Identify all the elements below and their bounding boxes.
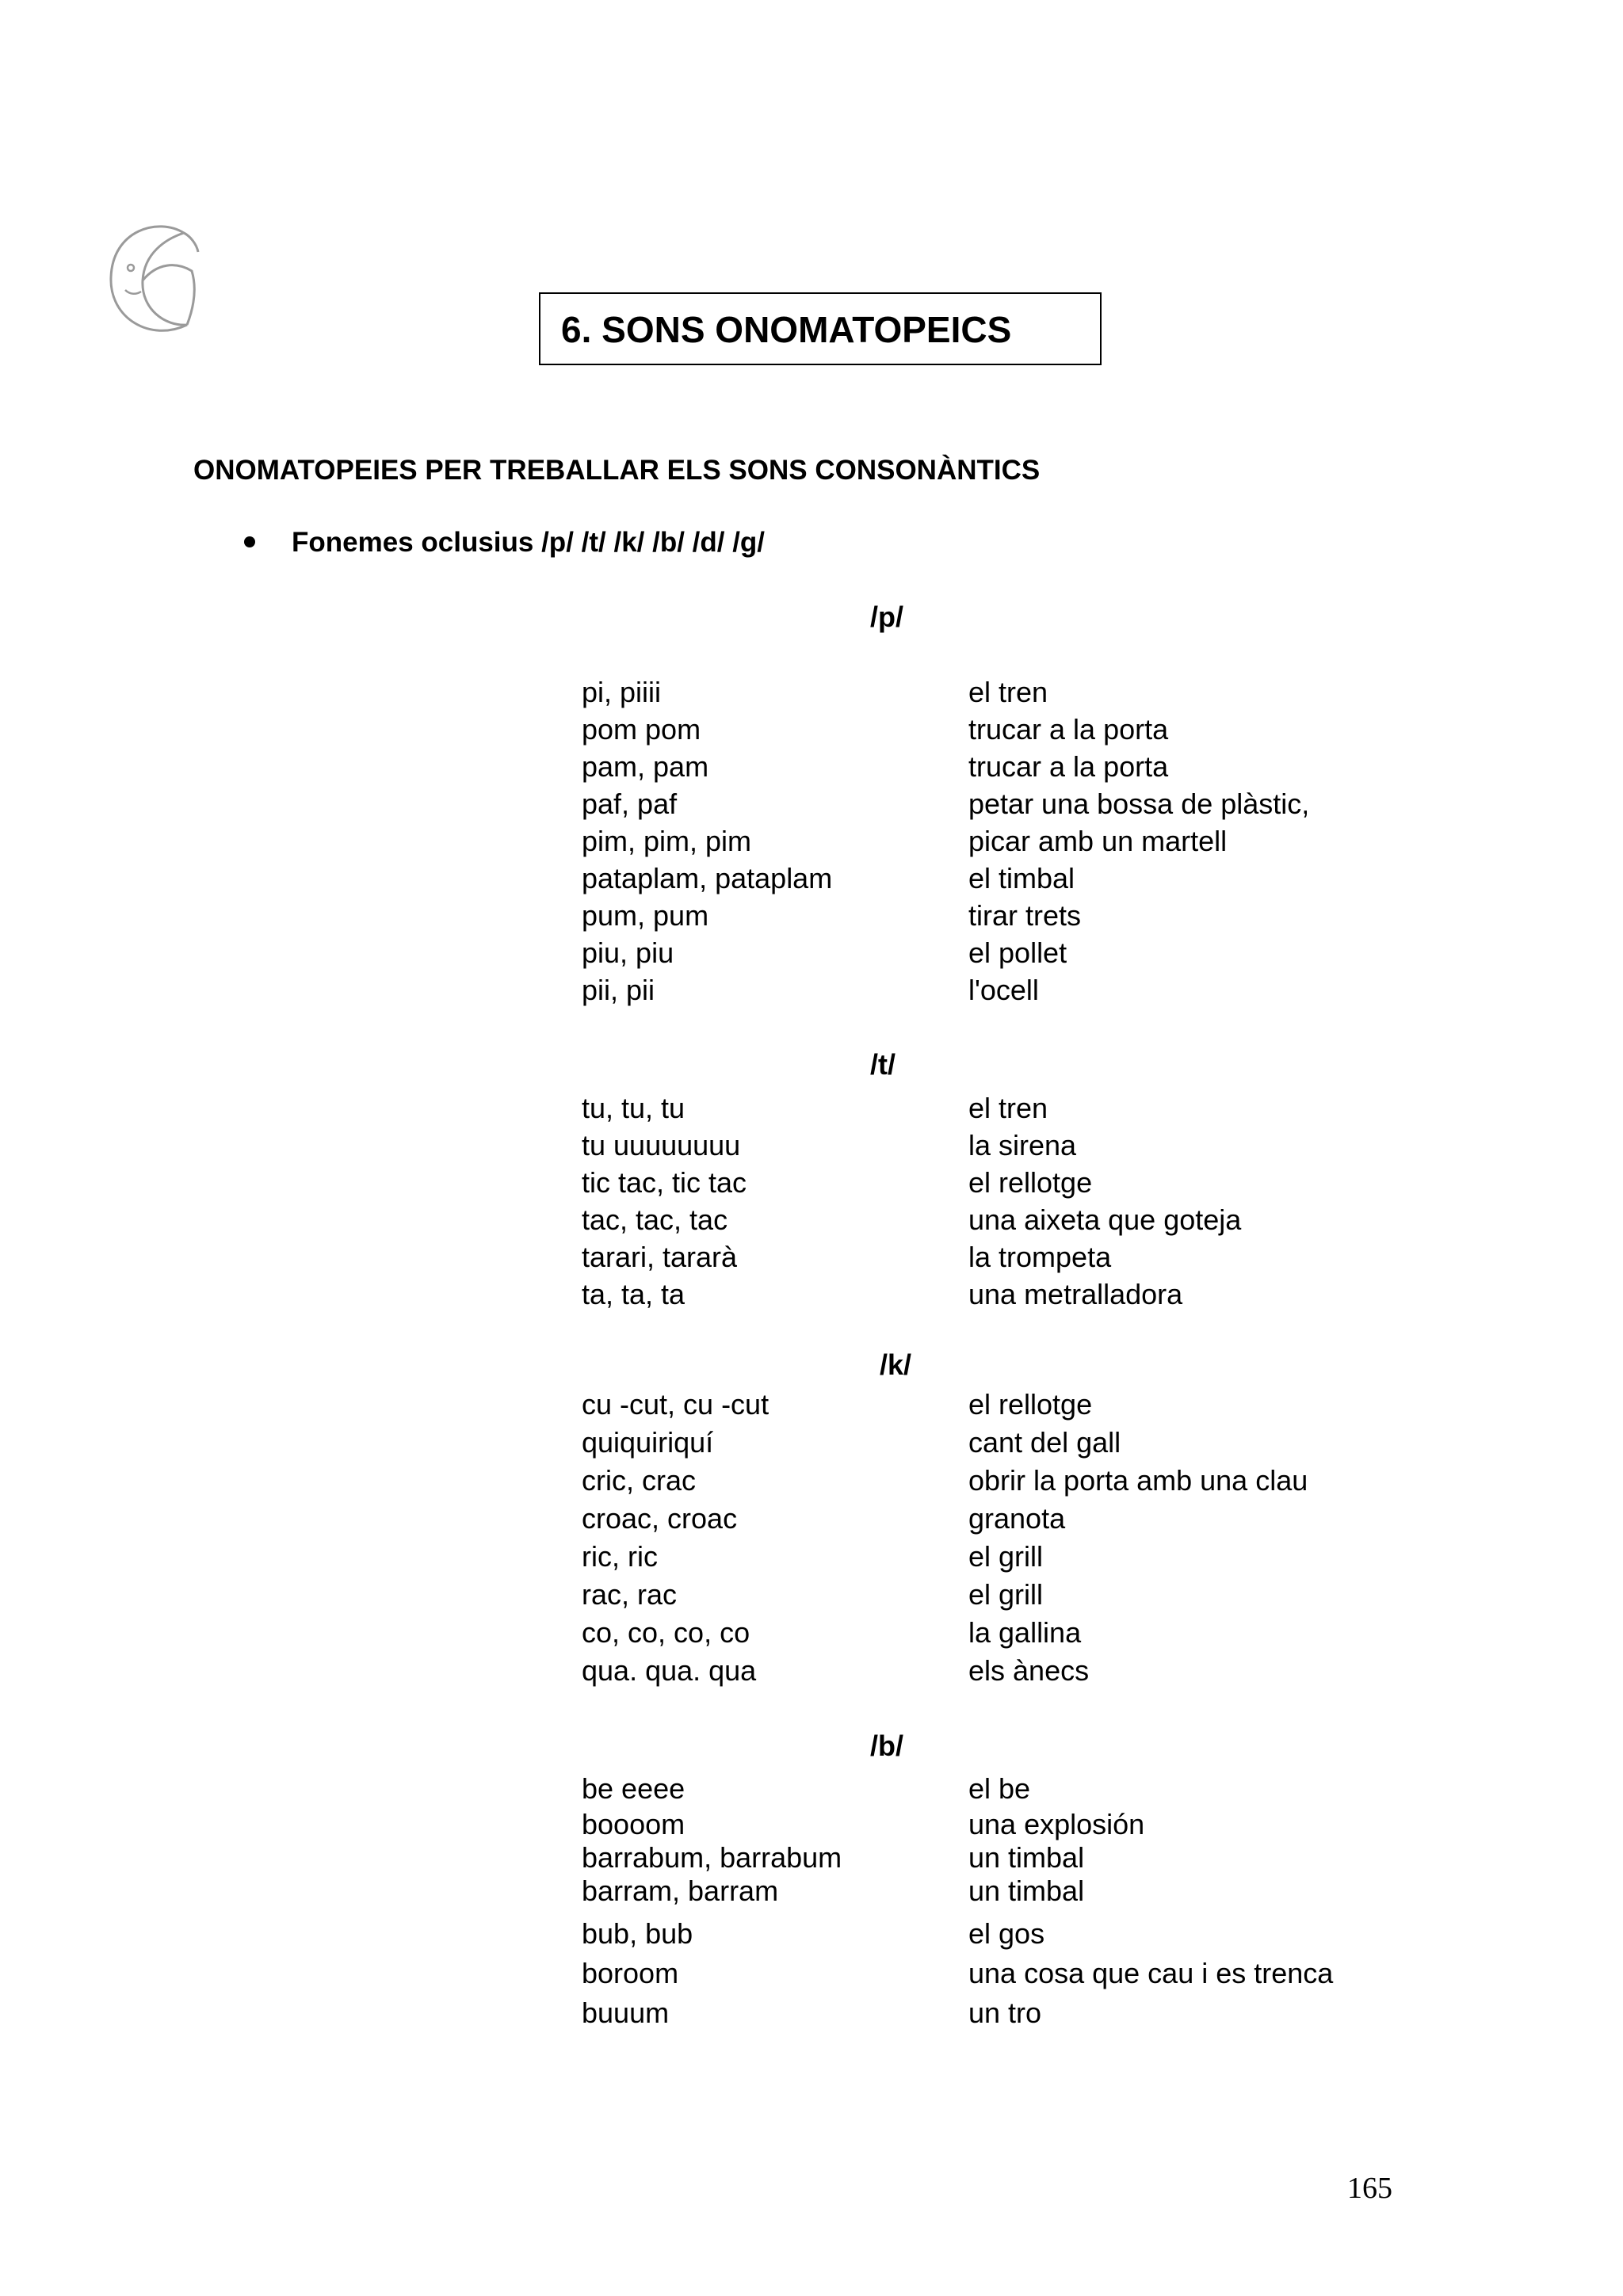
onomatopoeia: tarari, tararà [582,1241,738,1273]
sound-source: el gos [968,1917,1045,1950]
sound-source: un timbal [968,1841,1085,1874]
onomatopoeia: pim, pim, pim [582,825,752,857]
onomatopoeia: pii, pii [582,974,655,1006]
table-row [582,750,1453,785]
onomatopoeia: piu, piu [582,936,674,969]
table-row [582,713,1453,748]
onomatopoeia: pom pom [582,713,701,746]
sound-source: una cosa que cau i es trenca [968,1957,1334,1989]
sound-source: trucar a la porta [968,750,1169,783]
table-row [582,1092,1453,1127]
sound-source: petar una bossa de plàstic, [968,788,1310,820]
section-heading-t: /t/ [870,1048,896,1081]
table-row [582,1957,1453,1992]
section-heading-p: /p/ [870,601,903,633]
sound-source: una explosión [968,1808,1145,1840]
table-row [582,1616,1453,1651]
section-heading-b: /b/ [870,1730,903,1762]
table-row [582,1540,1453,1575]
table-row [582,1654,1453,1689]
onomatopoeia: ta, ta, ta [582,1278,685,1310]
onomatopoeia: co, co, co, co [582,1616,750,1649]
sound-source: la trompeta [968,1241,1112,1273]
table-row [582,1502,1453,1537]
onomatopoeia: be eeee [582,1772,685,1805]
onomatopoeia: ric, ric [582,1540,658,1573]
sound-source: obrir la porta amb una clau [968,1464,1308,1497]
onomatopoeia: quiquiriquí [582,1426,714,1459]
sound-source: el be [968,1772,1031,1805]
section-subtitle: ONOMATOPEIES PER TREBALLAR ELS SONS CONSONÀNTICS [193,455,1041,486]
table-row [582,676,1453,711]
table-row [582,862,1453,897]
sound-source: el tren [968,1092,1048,1124]
sound-source: el timbal [968,862,1075,894]
sound-source: el tren [968,676,1048,708]
onomatopoeia: paf, paf [582,788,678,820]
sound-source: la gallina [968,1616,1082,1649]
onomatopoeia: tu uuuuuuuu [582,1129,741,1161]
onomatopoeia: boroom [582,1957,679,1989]
table-row [582,1841,1453,1876]
onomatopoeia: cu -cut, cu -cut [582,1388,769,1421]
bullet-item [244,527,765,559]
sound-source: els ànecs [968,1654,1090,1687]
onomatopoeia: pum, pum [582,899,709,932]
sound-source: un tro [968,1997,1042,2029]
table-row [582,1464,1453,1499]
bullet-dot-icon [244,536,255,547]
table-row [582,1203,1453,1238]
table-row [582,974,1453,1009]
table-row [582,1388,1453,1423]
table-row [582,1426,1453,1461]
sound-source: el pollet [968,936,1067,969]
sound-source: el rellotge [968,1388,1093,1421]
onomatopoeia: pam, pam [582,750,709,783]
table-row [582,1917,1453,1952]
sound-source: el grill [968,1540,1044,1573]
onomatopoeia: cric, crac [582,1464,696,1497]
section-heading-k: /k/ [880,1348,912,1381]
sound-source: el rellotge [968,1166,1093,1199]
table-row [582,1875,1453,1909]
onomatopoeia: pi, piiii [582,676,662,708]
onomatopoeia: barram, barram [582,1875,779,1907]
onomatopoeia: boooom [582,1808,685,1840]
table-row [582,936,1453,971]
table-row [582,1772,1453,1807]
sound-source: granota [968,1502,1066,1535]
onomatopoeia: croac, croac [582,1502,738,1535]
sound-source: l'ocell [968,974,1039,1006]
sound-source: la sirena [968,1129,1077,1161]
bullet-text: Fonemes oclusius /p/ /t/ /k/ /b/ /d/ /g/ [292,527,766,558]
onomatopoeia: rac, rac [582,1578,678,1611]
table-row [582,1166,1453,1201]
onomatopoeia: bub, bub [582,1917,693,1950]
table-row [582,899,1453,934]
table-row [582,1241,1453,1276]
onomatopoeia: barrabum, barrabum [582,1841,842,1874]
title-box [539,292,1102,365]
moon-logo-icon [95,215,208,342]
table-row [582,1997,1453,2031]
sound-source: trucar a la porta [968,713,1169,746]
table-row [582,1278,1453,1313]
table-row [582,1578,1453,1613]
onomatopoeia: qua. qua. qua [582,1654,757,1687]
table-row [582,1808,1453,1843]
onomatopoeia: tac, tac, tac [582,1203,728,1236]
table-row [582,788,1453,822]
page-title: 6. SONS ONOMATOPEICS [561,309,1012,350]
sound-source: picar amb un martell [968,825,1228,857]
sound-source: el grill [968,1578,1044,1611]
table-row [582,1129,1453,1164]
onomatopoeia: tic tac, tic tac [582,1166,747,1199]
sound-source: cant del gall [968,1426,1121,1459]
sound-source: tirar trets [968,899,1082,932]
onomatopoeia: buuum [582,1997,670,2029]
onomatopoeia: pataplam, pataplam [582,862,833,894]
table-row [582,825,1453,860]
sound-source: una aixeta que goteja [968,1203,1242,1236]
page-number: 165 [1347,2172,1392,2205]
onomatopoeia: tu, tu, tu [582,1092,685,1124]
sound-source: un timbal [968,1875,1085,1907]
sound-source: una metralladora [968,1278,1183,1310]
